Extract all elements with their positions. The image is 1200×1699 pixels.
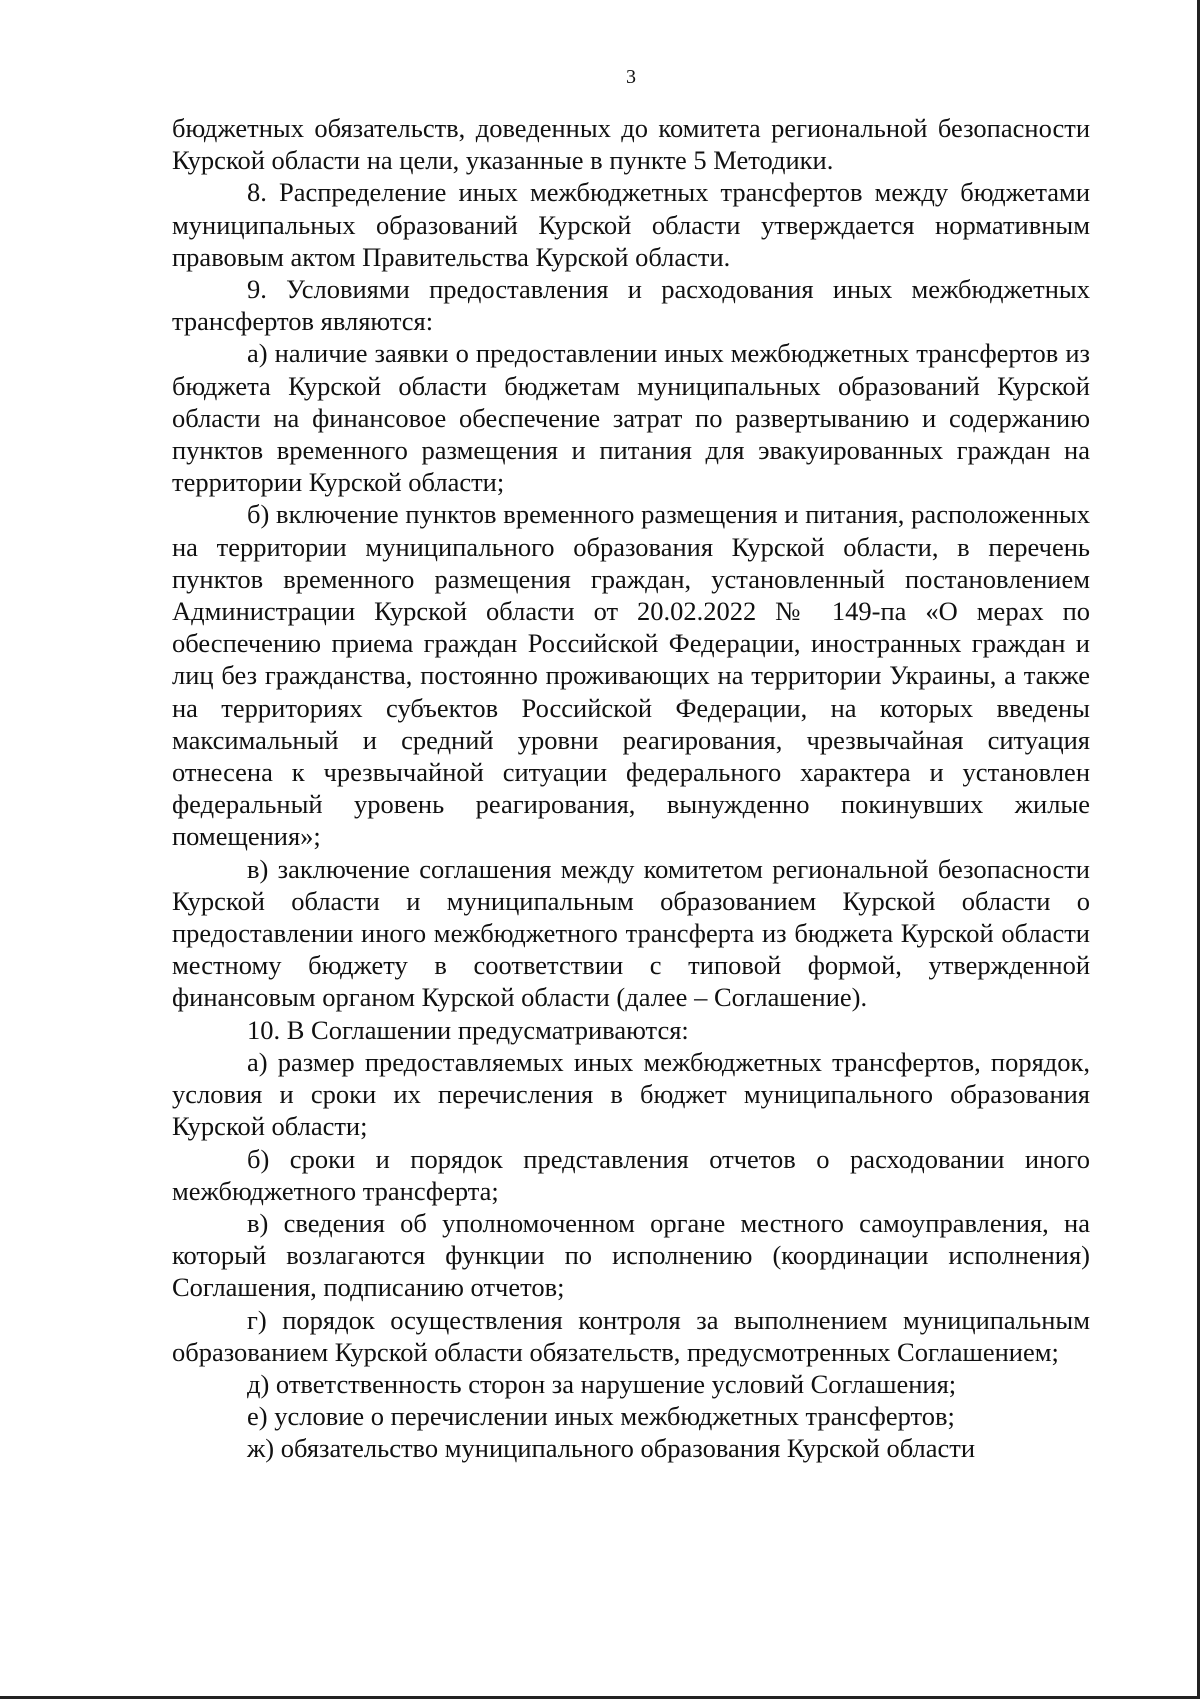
paragraph-item-10g: г) порядок осуществления контроля за выполнением муниципальным образованием Курской области обязательств, предусмотренных Соглашением;: [172, 1304, 1090, 1367]
paragraph-item-10zh: ж) обязательство муниципального образования Курской области: [247, 1433, 976, 1464]
paragraph-item-10a: а) размер предоставляемых иных межбюджетных трансфертов, порядок, условия и сроки их перечисления в бюджет муниципального образования Курской области;: [172, 1046, 1090, 1142]
paragraph-item-9: 9. Условиями предоставления и расходования иных межбюджетных трансфертов являются:: [172, 274, 1090, 337]
document-body: [172, 112, 1090, 1465]
paragraph-continuation: бюджетных обязательств, доведенных до комитета региональной безопасности Курской области на цели, указанные в пункте 5 Методики.: [172, 113, 1090, 176]
paragraph-item-10v: в) сведения об уполномоченном органе местного самоуправления, на который возлагаются функции по исполнению (координации исполнения) Соглашения, подписанию отчетов;: [172, 1207, 1090, 1303]
page-number: 3: [626, 66, 636, 88]
paragraph-item-10d: д) ответственность сторон за нарушение условий Соглашения;: [247, 1368, 957, 1399]
paragraph-item-8: 8. Распределение иных межбюджетных трансфертов между бюджетами муниципальных образований Курской области утверждается нормативным правовым актом Правительства Курской области.: [172, 177, 1090, 272]
paragraph-item-10e: е) условие о перечислении иных межбюджетных трансфертов;: [247, 1401, 955, 1432]
paragraph-item-10b: б) сроки и порядок представления отчетов о расходовании иного межбюджетного трансферта;: [172, 1143, 1090, 1206]
paragraph-item-9a: а) наличие заявки о предоставлении иных межбюджетных трансфертов из бюджета Курской области бюджетам муниципальных образований Курской области на финансовое обеспечение затрат по развертыванию и содержанию пунктов временного размещения и питания для эвакуированных граждан на территории Курской области;: [172, 338, 1090, 498]
paragraph-item-10: 10. В Соглашении предусматриваются:: [247, 1014, 689, 1045]
paragraph-item-9b: б) включение пунктов временного размещения и питания, расположенных на территории муниципального образования Курской области, в перечень пунктов временного размещения граждан, установленный постановлением Администрации Курской области от 20.02.2022 № 149-па «О мерах по обеспечению приема граждан Российской Федерации, иностранных граждан и лиц без гражданства, постоянно проживающих на территории Украины, а также на территориях субъектов Российской Федерации, на которых введены максимальный и средний уровни реагирования, чрезвычайная ситуация отнесена к чрезвычайной ситуации федерального характера и установлен федеральный уровень реагирования, вынужденно покинувших жилые помещения»;: [172, 499, 1090, 852]
paragraph-item-9v: в) заключение соглашения между комитетом региональной безопасности Курской области и муниципальным образованием Курской области о предоставлении иного межбюджетного трансферта из бюджета Курской области местному бюджету в соответствии с типовой формой, утвержденной финансовым органом Курской области (далее – Соглашение).: [172, 853, 1090, 1013]
